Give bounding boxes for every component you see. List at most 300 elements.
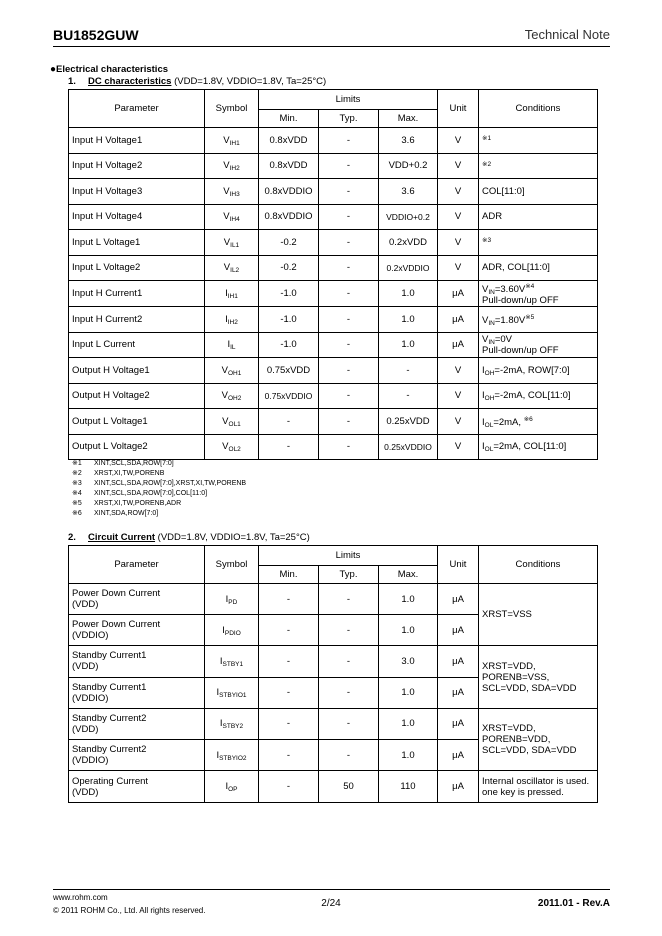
conditions-cell bbox=[479, 434, 598, 460]
conditions-cell bbox=[479, 409, 598, 435]
parameter-cell: Output H Voltage1 bbox=[69, 358, 205, 384]
conditions-cell bbox=[479, 153, 598, 179]
parameter-line-1: Standby Current2 bbox=[72, 712, 147, 724]
condition-value: =-2mA, COL[11:0] bbox=[494, 390, 571, 402]
symbol-subscript: STBYIO2 bbox=[219, 754, 247, 762]
unit-cell: μA bbox=[438, 646, 479, 677]
section-title bbox=[50, 64, 168, 75]
conditions-cell bbox=[479, 281, 598, 307]
unit-cell: μA bbox=[438, 677, 479, 708]
symbol-letter: V bbox=[223, 211, 230, 223]
unit-cell: V bbox=[438, 255, 479, 281]
unit-cell: V bbox=[438, 409, 479, 435]
symbol-cell bbox=[205, 409, 259, 435]
condition-var: V bbox=[482, 333, 489, 345]
conditions-cell bbox=[479, 332, 598, 358]
footnote-mark: ※5 bbox=[72, 500, 82, 507]
parameter-cell: Input L Current bbox=[69, 332, 205, 358]
min-cell: 0.8xVDD bbox=[259, 128, 319, 154]
max-cell: 1.0 bbox=[379, 332, 438, 358]
typ-cell: - bbox=[319, 358, 379, 384]
typ-cell: - bbox=[319, 434, 379, 460]
footnote-text: XRST,XI,TW,PORENB,ADR bbox=[94, 500, 182, 507]
typ-cell: - bbox=[319, 677, 379, 708]
footer-copyright: © 2011 ROHM Co., Ltd. All rights reserved. bbox=[53, 906, 206, 915]
max-cell: VDDIO+0.2 bbox=[379, 204, 438, 230]
condition-line bbox=[482, 414, 594, 428]
dc-conditions: (VDD=1.8V, VDDIO=1.8V, Ta=25°C) bbox=[171, 76, 327, 87]
symbol-subscript: IH1 bbox=[227, 293, 238, 300]
symbol-subscript: OL1 bbox=[228, 420, 241, 428]
condition-line bbox=[482, 159, 594, 173]
conditions-cell bbox=[479, 771, 598, 803]
condition-subscript: IN bbox=[488, 320, 495, 328]
parameter-cell: Input H Voltage3 bbox=[69, 179, 205, 205]
cc-subtitle bbox=[68, 532, 310, 543]
typ-cell: 50 bbox=[319, 771, 379, 803]
min-cell: -1.0 bbox=[259, 332, 319, 358]
symbol-letter: V bbox=[221, 390, 228, 402]
symbol-letter: I bbox=[225, 781, 229, 793]
condition-line bbox=[482, 235, 594, 249]
symbol-letter: V bbox=[223, 262, 231, 274]
symbol-subscript: IL1 bbox=[230, 241, 240, 249]
condition-value: =1.80V bbox=[494, 315, 526, 327]
max-cell: 1.0 bbox=[379, 281, 438, 307]
max-cell: 3.6 bbox=[379, 179, 438, 205]
parameter-cell: Output L Voltage2 bbox=[69, 434, 205, 460]
symbol-cell bbox=[205, 739, 259, 770]
condition-subscript: OL bbox=[484, 446, 494, 454]
symbol-subscript: IH3 bbox=[229, 190, 240, 198]
typ-cell: - bbox=[319, 615, 379, 646]
footnote bbox=[72, 459, 246, 469]
footer-website: www.rohm.com bbox=[53, 893, 108, 902]
conditions-cell bbox=[479, 204, 598, 230]
min-cell: 0.75xVDDIO bbox=[259, 383, 319, 409]
parameter-line-2: (VDD) bbox=[72, 599, 99, 611]
footnote bbox=[72, 489, 246, 499]
table-row bbox=[69, 153, 598, 179]
parameter-line-1: Standby Current1 bbox=[72, 681, 147, 693]
min-cell: - bbox=[259, 708, 319, 739]
typ-cell: - bbox=[319, 584, 379, 615]
note-mark: ※6 bbox=[523, 416, 533, 424]
condition-subscript: OH bbox=[484, 395, 495, 403]
max-cell: 3.6 bbox=[379, 128, 438, 154]
max-cell: 1.0 bbox=[379, 677, 438, 708]
typ-cell: - bbox=[319, 383, 379, 409]
symbol-subscript: IH2 bbox=[227, 318, 238, 326]
max-cell: 1.0 bbox=[379, 584, 438, 615]
typ-cell: - bbox=[319, 281, 379, 307]
min-cell: - bbox=[259, 646, 319, 677]
typ-cell: - bbox=[319, 409, 379, 435]
symbol-subscript: OL2 bbox=[228, 446, 241, 454]
parameter-cell bbox=[69, 646, 205, 677]
section-title-text: Electrical characteristics bbox=[56, 64, 169, 75]
min-cell: -0.2 bbox=[259, 255, 319, 281]
condition-subscript: IN bbox=[488, 338, 495, 346]
condition-var: V bbox=[482, 315, 489, 327]
footnote-text: XINT,SCL,SDA,ROW[7:0] bbox=[94, 460, 174, 467]
cc-name: Circuit Current bbox=[88, 532, 156, 543]
table-row bbox=[69, 409, 598, 435]
symbol-letter: V bbox=[223, 160, 230, 172]
condition-value: =2mA, bbox=[493, 417, 524, 429]
parameter-cell bbox=[69, 584, 205, 615]
parameter-cell: Output H Voltage2 bbox=[69, 383, 205, 409]
footnote-text: XINT,SDA,ROW[7:0] bbox=[94, 510, 159, 517]
symbol-subscript: IH1 bbox=[229, 139, 240, 147]
table-row bbox=[69, 128, 598, 154]
conditions-cell bbox=[479, 307, 598, 333]
condition-line bbox=[482, 390, 594, 401]
parameter-line-2: (VDD) bbox=[72, 723, 99, 735]
unit-cell: μA bbox=[438, 332, 479, 358]
symbol-cell bbox=[205, 771, 259, 803]
min-cell: - bbox=[259, 677, 319, 708]
document-type: Technical Note bbox=[524, 27, 610, 42]
symbol-subscript: STBY1 bbox=[222, 660, 244, 668]
symbol-cell bbox=[205, 434, 259, 460]
typ-cell: - bbox=[319, 708, 379, 739]
dc-characteristics-table bbox=[68, 89, 598, 460]
unit-cell: V bbox=[438, 179, 479, 205]
table-row bbox=[69, 281, 598, 307]
unit-cell: V bbox=[438, 153, 479, 179]
typ-cell: - bbox=[319, 204, 379, 230]
parameter-line-1: Standby Current2 bbox=[72, 744, 147, 756]
min-cell: - bbox=[259, 434, 319, 460]
parameter-cell bbox=[69, 771, 205, 803]
col-conditions: Conditions bbox=[479, 90, 598, 128]
unit-cell: μA bbox=[438, 708, 479, 739]
col-max: Max. bbox=[379, 566, 438, 584]
condition-line: XRST=VDD, bbox=[482, 660, 536, 672]
max-cell: 0.25xVDD bbox=[379, 409, 438, 435]
unit-cell: μA bbox=[438, 615, 479, 646]
footnote-text: XINT,SCL,SDA,ROW[7:0],COL[11:0] bbox=[94, 490, 208, 497]
condition-subscript: OH bbox=[484, 369, 495, 377]
col-typ: Typ. bbox=[319, 110, 379, 128]
symbol-letter: I bbox=[222, 624, 225, 636]
table-row bbox=[69, 332, 598, 358]
table-row bbox=[69, 584, 598, 615]
conditions-cell bbox=[479, 383, 598, 409]
footnote-mark: ※6 bbox=[72, 510, 82, 517]
symbol-cell bbox=[205, 281, 259, 307]
parameter-cell: Input H Current2 bbox=[69, 307, 205, 333]
table-row bbox=[69, 307, 598, 333]
unit-cell: μA bbox=[438, 584, 479, 615]
symbol-subscript: STBYIO1 bbox=[219, 692, 247, 700]
condition-line bbox=[482, 133, 594, 147]
table-row bbox=[69, 255, 598, 281]
typ-cell: - bbox=[319, 255, 379, 281]
col-limits: Limits bbox=[259, 90, 438, 110]
condition-value: =3.60V bbox=[494, 284, 526, 295]
parameter-line-2: (VDDIO) bbox=[72, 755, 109, 767]
min-cell: -1.0 bbox=[259, 281, 319, 307]
max-cell: - bbox=[379, 358, 438, 384]
table-row bbox=[69, 383, 598, 409]
parameter-cell bbox=[69, 615, 205, 646]
cc-conditions: (VDD=1.8V, VDDIO=1.8V, Ta=25°C) bbox=[155, 532, 310, 543]
table-row bbox=[69, 434, 598, 460]
condition-value: =0V bbox=[494, 333, 513, 345]
circuit-current-table bbox=[68, 545, 598, 803]
condition-var: I bbox=[482, 364, 485, 376]
condition-line: PORENB=VDD, bbox=[482, 733, 551, 745]
note-mark: ※5 bbox=[525, 314, 535, 322]
symbol-cell bbox=[205, 128, 259, 154]
symbol-cell bbox=[205, 677, 259, 708]
footnote bbox=[72, 479, 246, 489]
table-row bbox=[69, 708, 598, 739]
min-cell: -1.0 bbox=[259, 307, 319, 333]
col-min: Min. bbox=[259, 110, 319, 128]
symbol-cell bbox=[205, 204, 259, 230]
symbol-subscript: IL2 bbox=[230, 267, 240, 275]
col-parameter: Parameter bbox=[69, 90, 205, 128]
note-mark: ※1 bbox=[482, 135, 492, 143]
condition-value: ADR bbox=[482, 211, 503, 223]
typ-cell: - bbox=[319, 230, 379, 256]
symbol-letter: V bbox=[223, 134, 230, 146]
min-cell: 0.8xVDDIO bbox=[259, 179, 319, 205]
min-cell: - bbox=[259, 771, 319, 803]
footer-rule bbox=[53, 889, 610, 890]
min-cell: - bbox=[259, 584, 319, 615]
parameter-cell: Input L Voltage2 bbox=[69, 255, 205, 281]
note-mark: ※4 bbox=[525, 283, 535, 290]
condition-value: COL[11:0] bbox=[482, 185, 525, 197]
col-min: Min. bbox=[259, 566, 319, 584]
col-limits: Limits bbox=[259, 546, 438, 566]
typ-cell: - bbox=[319, 179, 379, 205]
parameter-cell: Input H Current1 bbox=[69, 281, 205, 307]
condition-line: one key is pressed. bbox=[482, 786, 564, 798]
condition-line: SCL=VDD, SDA=VDD bbox=[482, 744, 577, 756]
table-row bbox=[69, 358, 598, 384]
note-mark: ※2 bbox=[482, 160, 492, 168]
parameter-cell bbox=[69, 708, 205, 739]
conditions-cell bbox=[479, 179, 598, 205]
parameter-cell bbox=[69, 739, 205, 770]
col-parameter: Parameter bbox=[69, 546, 205, 584]
parameter-cell: Input H Voltage2 bbox=[69, 153, 205, 179]
condition-var: I bbox=[482, 417, 485, 429]
typ-cell: - bbox=[319, 332, 379, 358]
note-mark: ※3 bbox=[482, 237, 492, 245]
max-cell: 110 bbox=[379, 771, 438, 803]
max-cell: VDD+0.2 bbox=[379, 153, 438, 179]
col-conditions: Conditions bbox=[479, 546, 598, 584]
condition-value: =-2mA, ROW[7:0] bbox=[494, 364, 570, 376]
col-max: Max. bbox=[379, 110, 438, 128]
unit-cell: V bbox=[438, 383, 479, 409]
parameter-line-2: (VDDIO) bbox=[72, 692, 109, 704]
dc-name: DC characteristics bbox=[88, 76, 172, 87]
parameter-cell: Input H Voltage1 bbox=[69, 128, 205, 154]
condition-var: V bbox=[482, 284, 489, 295]
min-cell: - bbox=[259, 409, 319, 435]
symbol-subscript: PDIO bbox=[224, 629, 241, 637]
min-cell: 0.8xVDD bbox=[259, 153, 319, 179]
symbol-cell bbox=[205, 230, 259, 256]
condition-value: =2mA, COL[11:0] bbox=[493, 441, 567, 453]
conditions-cell bbox=[479, 358, 598, 384]
footnote-mark: ※4 bbox=[72, 490, 82, 497]
unit-cell: V bbox=[438, 434, 479, 460]
footnote-mark: ※1 bbox=[72, 460, 82, 467]
parameter-line-1: Power Down Current bbox=[72, 588, 161, 600]
symbol-subscript: IH4 bbox=[229, 216, 240, 224]
symbol-letter: V bbox=[222, 415, 229, 427]
symbol-cell bbox=[205, 332, 259, 358]
footnote-mark: ※2 bbox=[72, 470, 82, 477]
min-cell: -0.2 bbox=[259, 230, 319, 256]
symbol-subscript: IH2 bbox=[229, 165, 240, 173]
max-cell: 1.0 bbox=[379, 708, 438, 739]
symbol-subscript: OH2 bbox=[227, 395, 242, 403]
symbol-subscript: STBY2 bbox=[222, 723, 244, 731]
footnote bbox=[72, 469, 246, 479]
condition-line bbox=[482, 312, 594, 326]
symbol-letter: V bbox=[223, 236, 231, 248]
parameter-line-1: Operating Current bbox=[72, 775, 149, 787]
symbol-cell bbox=[205, 708, 259, 739]
page-number: 2/24 bbox=[321, 898, 341, 909]
revision: 2011.01 - Rev.A bbox=[537, 898, 610, 909]
cc-number: 2. bbox=[68, 532, 76, 543]
condition-line bbox=[482, 211, 594, 222]
parameter-line-1: Power Down Current bbox=[72, 619, 161, 631]
min-cell: 0.8xVDDIO bbox=[259, 204, 319, 230]
condition-subscript: IN bbox=[488, 289, 495, 296]
parameter-line-2: (VDDIO) bbox=[72, 630, 109, 642]
condition-line bbox=[482, 334, 594, 345]
symbol-cell bbox=[205, 307, 259, 333]
condition-line bbox=[482, 281, 594, 295]
table-row bbox=[69, 179, 598, 205]
symbol-letter: I bbox=[219, 655, 223, 667]
symbol-cell bbox=[205, 358, 259, 384]
symbol-letter: I bbox=[225, 313, 228, 325]
condition-var: I bbox=[482, 441, 485, 453]
condition-line: PORENB=VSS, bbox=[482, 671, 550, 683]
unit-cell: μA bbox=[438, 771, 479, 803]
dc-number: 1. bbox=[68, 76, 76, 87]
dc-subtitle bbox=[68, 76, 326, 87]
max-cell: - bbox=[379, 383, 438, 409]
symbol-cell bbox=[205, 179, 259, 205]
condition-line: XRST=VDD, bbox=[482, 722, 536, 734]
col-symbol: Symbol bbox=[205, 90, 259, 128]
parameter-line-2: (VDD) bbox=[72, 661, 99, 673]
typ-cell: - bbox=[319, 128, 379, 154]
max-cell: 1.0 bbox=[379, 307, 438, 333]
max-cell: 1.0 bbox=[379, 739, 438, 770]
unit-cell: V bbox=[438, 230, 479, 256]
condition-line bbox=[482, 441, 594, 452]
conditions-cell bbox=[479, 128, 598, 154]
max-cell: 3.0 bbox=[379, 646, 438, 677]
symbol-letter: I bbox=[225, 288, 228, 299]
table-row bbox=[69, 230, 598, 256]
min-cell: 0.75xVDD bbox=[259, 358, 319, 384]
part-number: BU1852GUW bbox=[53, 27, 139, 43]
col-unit: Unit bbox=[438, 546, 479, 584]
footnote-text: XINT,SCL,SDA,ROW[7:0],XRST,XI,TW,PORENB bbox=[94, 480, 247, 487]
typ-cell: - bbox=[319, 646, 379, 677]
parameter-cell: Output L Voltage1 bbox=[69, 409, 205, 435]
symbol-letter: I bbox=[227, 339, 231, 351]
symbol-letter: V bbox=[223, 185, 230, 197]
footnote bbox=[72, 499, 246, 509]
symbol-cell bbox=[205, 584, 259, 615]
unit-cell: μA bbox=[438, 307, 479, 333]
symbol-letter: V bbox=[221, 364, 228, 376]
conditions-cell bbox=[479, 255, 598, 281]
col-symbol: Symbol bbox=[205, 546, 259, 584]
condition-line: XRST=VSS bbox=[482, 609, 532, 621]
unit-cell: V bbox=[438, 204, 479, 230]
condition-line-2: Pull-down/up OFF bbox=[482, 295, 559, 306]
condition-line bbox=[482, 186, 594, 197]
symbol-cell bbox=[205, 383, 259, 409]
symbol-cell bbox=[205, 153, 259, 179]
max-cell: 1.0 bbox=[379, 615, 438, 646]
condition-value: ADR, COL[11:0] bbox=[482, 262, 550, 274]
bullet-icon: ● bbox=[50, 64, 57, 75]
min-cell: - bbox=[259, 739, 319, 770]
symbol-letter: I bbox=[225, 593, 229, 605]
parameter-line-1: Standby Current1 bbox=[72, 650, 147, 662]
condition-line: Internal oscillator is used. bbox=[482, 775, 590, 787]
symbol-letter: V bbox=[222, 441, 229, 453]
conditions-cell bbox=[479, 230, 598, 256]
condition-line: SCL=VDD, SDA=VDD bbox=[482, 682, 577, 694]
conditions-cell bbox=[479, 584, 598, 646]
symbol-cell bbox=[205, 255, 259, 281]
conditions-cell bbox=[479, 708, 598, 770]
max-cell: 0.2xVDDIO bbox=[379, 255, 438, 281]
conditions-cell bbox=[479, 646, 598, 708]
symbol-subscript: OH1 bbox=[227, 369, 242, 377]
condition-line bbox=[482, 262, 594, 273]
table-row bbox=[69, 771, 598, 803]
min-cell: - bbox=[259, 615, 319, 646]
parameter-cell bbox=[69, 677, 205, 708]
unit-cell: μA bbox=[438, 281, 479, 307]
header-rule bbox=[53, 46, 610, 47]
symbol-cell bbox=[205, 646, 259, 677]
symbol-cell bbox=[205, 615, 259, 646]
condition-line-2: Pull-down/up OFF bbox=[482, 344, 559, 356]
footnote-text: XRST,XI,TW,PORENB bbox=[94, 470, 165, 477]
typ-cell: - bbox=[319, 153, 379, 179]
parameter-line-2: (VDD) bbox=[72, 786, 99, 798]
typ-cell: - bbox=[319, 739, 379, 770]
table-row bbox=[69, 646, 598, 677]
footnotes bbox=[72, 459, 246, 519]
max-cell: 0.25xVDDIO bbox=[379, 434, 438, 460]
symbol-letter: I bbox=[216, 749, 220, 761]
symbol-letter: I bbox=[219, 718, 223, 730]
symbol-subscript: PD bbox=[228, 598, 238, 606]
